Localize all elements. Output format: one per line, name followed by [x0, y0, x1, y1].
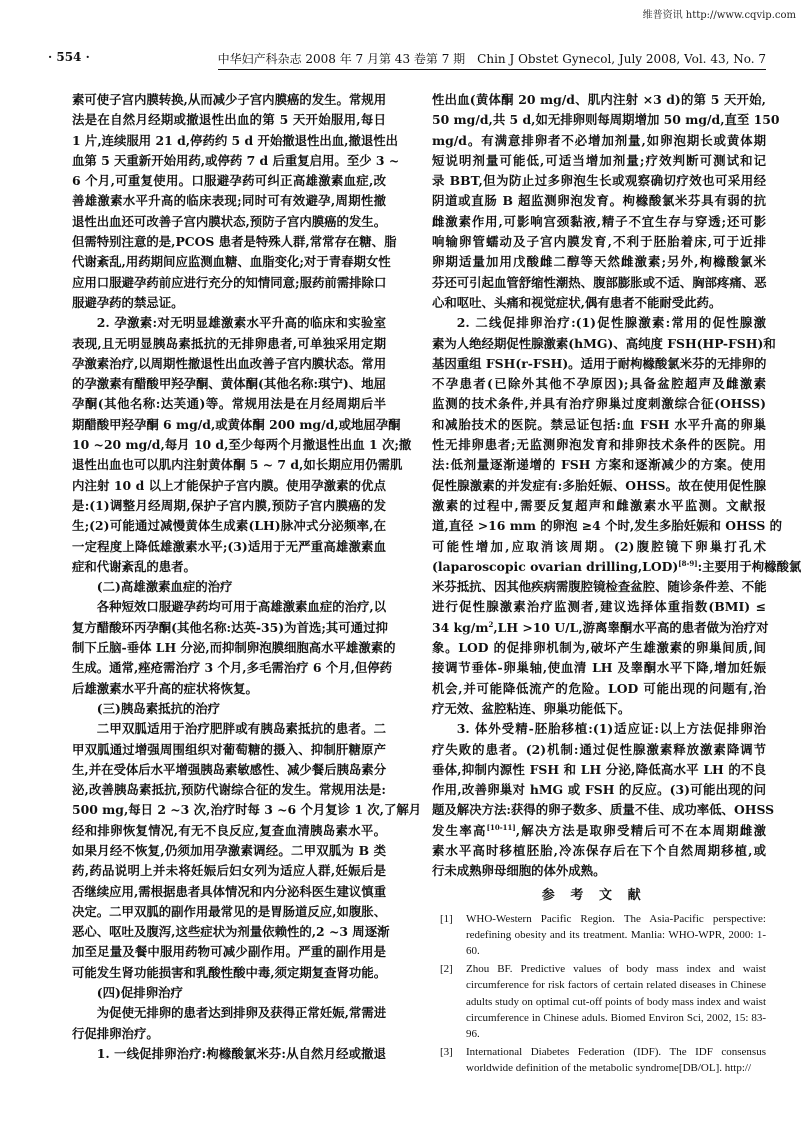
line-text: 服避孕药的禁忌证。 — [72, 294, 184, 310]
text-line — [72, 1024, 386, 1044]
text-line — [72, 212, 386, 232]
text-line — [432, 374, 766, 394]
text-line — [432, 455, 766, 475]
text-line — [432, 212, 766, 232]
reference-item — [440, 961, 766, 1042]
text-line — [432, 557, 802, 577]
text-line — [432, 496, 766, 516]
line-text-continued: ,LH >10 U/L,游离睾酮水平高的患者做为治疗对 — [493, 619, 769, 635]
text-line — [72, 131, 399, 151]
running-head: 中华妇产科杂志 2008 年 7 月第 43 卷第 7 期 Chin J Obstet Gynecol, July 2008, Vol. 43, No. 7 — [218, 50, 766, 70]
line-text: 6 个月,可重复使用。口服避孕药可纠正高雄激素血症,改 — [72, 173, 386, 189]
line-text: 激素的过程中,需要反复超声和雌激素水平监测。文献报 — [432, 497, 766, 513]
line-text: 垂体,抑制内源性 FSH 和 LH 分泌,降低高水平 LH 的不良 — [432, 761, 766, 777]
text-line — [432, 334, 776, 354]
line-text: 象。LOD 的促排卵机制为,破坏产生雄激素的卵巢间质,间 — [432, 640, 766, 656]
text-line — [72, 740, 386, 760]
text-line — [432, 760, 766, 780]
line-text: 善雄激素水平升高的临床表现;同时可有效避孕,周期性撤 — [72, 193, 386, 209]
line-text: 复方醋酸环丙孕酮(其他名称:达英-35)为首选;其可通过抑 — [72, 619, 388, 635]
line-text: 经和排卵恢复情况,有无不良反应,复查血清胰岛素水平。 — [72, 822, 386, 838]
line-text: 1. 一线促排卵治疗:枸橼酸氯米芬:从自然月经或撤退 — [96, 1045, 386, 1061]
text-line — [432, 435, 766, 455]
line-text: 2. 孕激素:对无明显雄激素水平升高的临床和实验室 — [96, 315, 386, 331]
line-text: 一定程度上降低雄激素水平;(3)适用于无严重高雄激素血 — [72, 538, 386, 554]
reference-number: [3] — [440, 1045, 453, 1058]
text-line — [432, 252, 766, 272]
text-line — [72, 638, 396, 658]
line-text: 代谢紊乱,用药期间应监测血糖、血脂变化;对于青春期女性 — [72, 254, 391, 270]
text-line — [432, 861, 766, 881]
right-column — [432, 90, 802, 882]
line-text: 基因重组 FSH(r-FSH)。适用于耐枸橼酸氯米芬的无排卵的 — [432, 355, 767, 371]
text-line — [432, 679, 766, 699]
text-line — [72, 983, 386, 1003]
text-line — [432, 516, 783, 536]
text-line — [72, 821, 386, 841]
text-line — [72, 151, 400, 171]
text-line — [432, 658, 766, 678]
line-text: 芬还可引起血管舒缩性潮热、腹部膨胀或不适、胸部疼痛、恶 — [432, 274, 767, 290]
line-text: 各种短效口服避孕药均可用于高雄激素血症的治疗,以 — [96, 599, 387, 615]
line-text: 孕激素治疗,以周期性撤退性出血改善子宫内膜状态。常用 — [72, 355, 387, 371]
text-line — [72, 719, 386, 739]
citation-superscript: [10-11] — [486, 822, 516, 832]
text-line — [432, 699, 766, 719]
citation-superscript: [8-9] — [678, 558, 698, 568]
text-line — [432, 476, 766, 496]
line-text-continued: :主要用于枸橼酸氯 — [697, 558, 802, 574]
line-text: 行促排卵治疗。 — [72, 1025, 159, 1041]
line-text: 法:低剂量逐渐递增的 FSH 方案和逐渐减少的方案。使用 — [432, 457, 766, 473]
text-line — [72, 232, 397, 252]
line-text: 退性出血也可以肌内注射黄体酮 5 ~ 7 d,如长期应用仍需肌 — [72, 457, 403, 473]
line-text: 题及解决方法:获得的卵子数多、质量不佳、成功率低、OHSS — [432, 802, 775, 818]
line-text: 为促使无排卵的患者达到排卵及获得正常妊娠,常需进 — [96, 1005, 387, 1021]
line-text: 500 mg,每日 2 ~3 次,治疗时每 3 ~6 个月复诊 1 次,了解月 — [72, 802, 422, 818]
text-line — [72, 476, 386, 496]
line-text: 2. 二线促排卵治疗:(1)促性腺激素:常用的促性腺激 — [456, 315, 766, 331]
text-line — [72, 597, 386, 617]
text-line — [72, 252, 391, 272]
line-text: 响输卵管蠕动及子宫内膜发育,不利于胚胎着床,可于近排 — [432, 234, 766, 250]
references-heading: 参考文献 — [541, 888, 657, 903]
line-text: 3. 体外受精-胚胎移植:(1)适应证:以上方法促排卵治 — [456, 721, 766, 737]
line-text: mg/d。有满意排卵者不必增加剂量,如卵泡期长或黄体期 — [432, 132, 766, 148]
line-text: (二)高雄激素血症的治疗 — [96, 579, 233, 595]
line-text: 血第 5 天重新开始用药,或停药 7 d 后重复启用。至少 3 ~ — [72, 152, 400, 168]
line-text: 1 片,连续服用 21 d,停药约 5 d 开始撤退性出血,撤退性出 — [72, 132, 399, 148]
line-text: 疗失败的患者。(2)机制:通过促性腺激素释放激素降调节 — [432, 741, 766, 757]
line-text: 行未成熟卵母细胞的体外成熟。 — [432, 863, 606, 879]
line-text: 甲双胍通过增强周围组织对葡萄糖的摄入、抑制肝糖原产 — [72, 741, 386, 757]
line-text: 如果月经不恢复,仍须加用孕激素调经。二甲双胍为 B 类 — [72, 842, 386, 858]
reference-text: WHO-Western Pacific Region. The Asia-Pacific perspective: redefining obesity and its treatment. Manlia: WHO-WPR, 2000: 1-60. — [466, 913, 766, 958]
text-line — [72, 577, 386, 597]
line-text: 促性腺激素的并发症有:多胎妊娠、OHSS。故在使用促性腺 — [432, 477, 766, 493]
reference-number: [2] — [440, 963, 453, 976]
line-text: 雌激素作用,可影响宫颈黏液,精子不宜生存与穿透;还可影 — [432, 213, 766, 229]
line-text: 性出血(黄体酮 20 mg/d、肌内注射 ×3 d)的第 5 天开始, — [432, 92, 766, 107]
line-text: 孕酮(其他名称:达芙通)等。常规用法是在月经周期后半 — [72, 396, 386, 412]
line-text: 症和代谢紊乱的患者。 — [72, 558, 196, 574]
text-line — [432, 293, 766, 313]
line-text: 作用,改善卵巢对 hMG 或 FSH 的反应。(3)可能出现的问 — [432, 782, 766, 798]
text-line — [72, 679, 386, 699]
line-text: 进行促性腺激素治疗监测者,建议选择体重指数(BMI) ≤ — [432, 599, 766, 615]
line-text: 期醋酸甲羟孕酮 6 mg/d,或黄体酮 200 mg/d,或地屈孕酮 — [72, 416, 401, 432]
text-line — [432, 151, 766, 171]
text-line — [72, 699, 386, 719]
text-line — [432, 740, 766, 760]
text-line — [72, 334, 386, 354]
text-line — [72, 1003, 386, 1023]
text-line — [72, 537, 386, 557]
line-text: 接调节垂体-卵巢轴,使血清 LH 及睾酮水平下降,增加妊娠 — [432, 660, 766, 676]
text-line — [432, 638, 766, 658]
text-line — [432, 110, 780, 130]
text-line — [72, 658, 393, 678]
reference-number: [1] — [440, 913, 453, 925]
text-line — [72, 90, 386, 110]
line-text: 可能性增加,应取消该周期。(2)腹腔镜下卵巢打孔术 — [432, 538, 766, 554]
text-line — [72, 171, 386, 191]
line-text: 退性出血还可改善子宫内膜状态,预防子宫内膜癌的发生。 — [72, 213, 387, 229]
citation-superscript: 2 — [488, 619, 494, 629]
line-text: 素水平高时移植胚胎,冷冻保存后在下个自然周期移植,或 — [432, 842, 766, 858]
line-text: 加至足量及餐中服用药物可减少副作用。严重的副作用是 — [72, 944, 386, 960]
text-line — [72, 800, 422, 820]
line-text: 恶心、呕吐及腹泻,这些症状为剂量依赖性的,2 ~3 周逐渐 — [72, 924, 390, 940]
line-text: 监测的技术条件,并具有治疗卵巢过度刺激综合征(OHSS) — [432, 396, 766, 412]
text-line — [432, 394, 766, 414]
line-text: 生成。通常,痤疮需治疗 3 个月,多毛需治疗 6 个月,但停药 — [72, 660, 393, 676]
line-text: 短说明剂量可能低,可适当增加剂量;疗效判断可测试和记 — [432, 152, 766, 168]
text-line — [432, 780, 766, 800]
text-line — [72, 496, 386, 516]
text-line — [432, 821, 766, 841]
reference-item — [440, 911, 766, 960]
line-text: (四)促排卵治疗 — [96, 985, 183, 1001]
text-line — [72, 1044, 386, 1064]
line-text: 后雄激素水平升高的症状将恢复。 — [72, 680, 258, 696]
text-line — [72, 963, 386, 983]
line-text: 素可使子宫内膜转换,从而减少子宫内膜癌的发生。常规用 — [72, 92, 387, 107]
line-text: 二甲双胍适用于治疗肥胖或有胰岛素抵抗的患者。二 — [96, 721, 386, 737]
text-line — [72, 841, 386, 861]
text-line — [432, 719, 766, 739]
line-text: 机会,并可能降低流产的危险。LOD 可能出现的问题有,治 — [432, 680, 766, 696]
text-line — [72, 882, 386, 902]
text-line — [72, 415, 401, 435]
text-line — [72, 191, 386, 211]
text-line — [72, 618, 386, 638]
line-text: 疗无效、盆腔粘连、卵巢功能低下。 — [432, 700, 631, 716]
line-text: 制下丘脑-垂体 LH 分泌,而抑制卵泡膜细胞高水平雄激素的 — [72, 640, 396, 656]
line-text: 和减胎技术的医院。禁忌证包括:血 FSH 水平升高的卵巢 — [432, 416, 766, 432]
line-text: 阴道或直肠 B 超监测卵泡发育。枸橼酸氯米芬具有弱的抗 — [432, 193, 766, 209]
line-text: 表现,且无明显胰岛素抵抗的无排卵患者,可单独采用定期 — [72, 335, 386, 351]
watermark: 维普资讯 http://www.cqvip.com — [642, 10, 796, 21]
line-text: 发生率高 — [432, 822, 487, 838]
line-text: 可能发生肾功能损害和乳酸性酸中毒,须定期复查肾功能。 — [72, 964, 387, 980]
text-line — [432, 131, 766, 151]
line-text: 但需特别注意的是,PCOS 患者是特殊人群,常常存在糖、脂 — [72, 234, 397, 250]
text-line — [432, 273, 766, 293]
text-line — [432, 171, 766, 191]
line-text: 决定。二甲双胍的副作用最常见的是胃肠道反应,如腹胀、 — [72, 903, 387, 919]
line-text: 生;(2)可能通过减慢黄体生成素(LH)脉冲式分泌频率,在 — [72, 518, 386, 534]
line-text: 10 ~20 mg/d,每月 10 d,至少每两个月撤退性出血 1 次;撤 — [72, 437, 412, 453]
text-line — [72, 780, 386, 800]
text-line — [432, 597, 766, 617]
text-line — [72, 516, 386, 536]
text-line — [72, 942, 386, 962]
text-line — [432, 577, 766, 597]
line-text: 应用口服避孕药前应进行充分的知情同意;服药前需排除口 — [72, 274, 387, 290]
reference-item — [440, 1044, 766, 1076]
line-text: 的孕激素有醋酸甲羟孕酮、黄体酮(其他名称:琪宁)、地屈 — [72, 376, 386, 392]
text-line — [72, 760, 386, 780]
text-line — [72, 110, 386, 130]
text-line — [72, 902, 386, 922]
references-list — [440, 911, 766, 1078]
text-line — [72, 455, 403, 475]
text-line — [72, 435, 412, 455]
text-line — [72, 354, 386, 374]
text-line — [432, 232, 766, 252]
text-line — [432, 415, 766, 435]
reference-text: International Diabetes Federation (IDF). The IDF consensus worldwide definition of the metabolic syndrome[DB/OL]. http:// — [466, 1045, 766, 1074]
line-text: 米芬抵抗、因其他疾病需腹腔镜检查盆腔、随诊条件差、不能 — [432, 579, 767, 595]
line-text-continued: ,解决方法是取卵受精后可不在本周期雌激 — [515, 822, 766, 838]
line-text: 否继续应用,需根据患者具体情况和内分泌科医生建议慎重 — [72, 883, 387, 899]
text-line — [72, 557, 386, 577]
line-text: 道,直径 >16 mm 的卵泡 ≥4 个时,发生多胎妊娠和 OHSS 的 — [432, 518, 783, 534]
text-line — [72, 313, 386, 333]
line-text: 药,药品说明上并未将妊娠后妇女列为适应人群,妊娠后是 — [72, 863, 386, 879]
line-text: 性无排卵患者;无监测卵泡发育和排卵技术条件的医院。用 — [432, 437, 766, 453]
line-text: 素为人绝经期促性腺激素(hMG)、高纯度 FSH(HP-FSH)和 — [432, 335, 776, 351]
left-column — [72, 90, 422, 1064]
line-text: 不孕患者(已除外其他不孕原因);具备盆腔超声及雌激素 — [432, 376, 766, 392]
text-line — [432, 191, 766, 211]
line-text: 心和呕吐、头痛和视觉症状,偶有患者不能耐受此药。 — [432, 294, 722, 310]
text-line — [432, 841, 766, 861]
line-text: 泌,改善胰岛素抵抗,预防代谢综合征的发生。常规用法是: — [72, 782, 386, 798]
line-text: 50 mg/d,共 5 d,如无排卵则每周期增加 50 mg/d,直至 150 — [432, 112, 780, 128]
text-line — [432, 354, 766, 374]
line-text: 卵期适量加用戊酸雌二醇等天然雌激素;另外,枸橼酸氯米 — [432, 254, 766, 270]
text-line — [72, 273, 386, 293]
text-line — [72, 922, 390, 942]
text-line — [432, 800, 775, 820]
text-line — [432, 90, 766, 110]
text-line — [432, 313, 766, 333]
page-number: · 554 · — [48, 50, 90, 64]
line-text: 内注射 10 d 以上才能保护子宫内膜。使用孕激素的优点 — [72, 477, 386, 493]
text-line — [432, 537, 766, 557]
text-line — [72, 394, 386, 414]
line-text: 法是在自然月经期或撤退性出血的第 5 天开始服用,每日 — [72, 112, 386, 128]
text-line — [72, 293, 386, 313]
line-text: 生,并在受体后水平增强胰岛素敏感性、减少餐后胰岛素分 — [72, 761, 387, 777]
text-line — [72, 861, 386, 881]
line-text: 34 kg/m — [432, 619, 489, 635]
text-line — [432, 618, 769, 638]
line-text: (三)胰岛素抵抗的治疗 — [96, 700, 221, 716]
line-text: 是:(1)调整月经周期,保护子宫内膜,预防子宫内膜癌的发 — [72, 497, 386, 513]
line-text: (laparoscopic ovarian drilling,LOD) — [432, 558, 679, 574]
text-line — [72, 374, 386, 394]
line-text: 录 BBT,但为防止过多卵泡生长或观察确切疗效也可采用经 — [432, 173, 766, 189]
reference-text: Zhou BF. Predictive values of body mass index and waist circumference for risk factors of certain related diseases in Chinese adults study on optimal cut-off points of body mass index and waist circumference in Chinese aduls. Biomed Environ Sci, 2002, 15: 83-96. — [466, 963, 766, 1040]
